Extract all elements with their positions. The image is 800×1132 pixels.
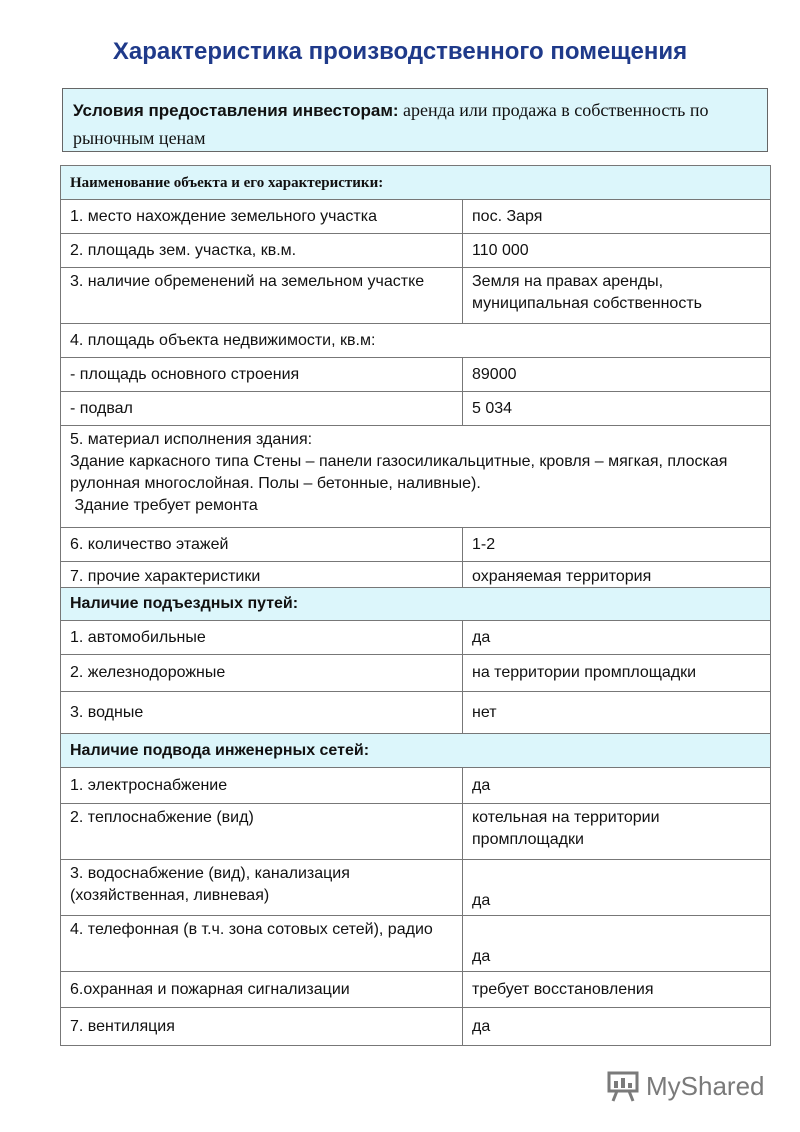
material-line: Здание требует ремонта	[70, 497, 258, 514]
row-label: 1. место нахождение земельного участка	[61, 200, 463, 234]
row-label: - площадь основного строения	[61, 358, 463, 392]
material-line: 5. материал исполнения здания:	[70, 431, 313, 448]
row-label: 3. водоснабжение (вид), канализация (хозяйственная, ливневая)	[61, 860, 463, 916]
row-value: 1-2	[463, 528, 771, 562]
row-value: 110 000	[463, 234, 771, 268]
table-row	[61, 860, 771, 916]
table-row	[61, 358, 771, 392]
table-row	[61, 234, 771, 268]
table-row	[61, 768, 771, 804]
row-value: Земля на правах аренды, муниципальная собственность	[463, 268, 771, 324]
table-row	[61, 392, 771, 426]
row-value: котельная на территории промплощадки	[463, 804, 771, 860]
table-row	[61, 1008, 771, 1046]
utilities-section-header: Наличие подвода инженерных сетей:	[61, 734, 771, 768]
presentation-board-icon	[606, 1069, 640, 1103]
row-label: 7. прочие характеристики	[61, 562, 463, 588]
row-label: 3. наличие обременений на земельном участке	[61, 268, 463, 324]
row-value: на территории промплощадки	[463, 655, 771, 692]
row-value: 89000	[463, 358, 771, 392]
row-label: 6.охранная и пожарная сигнализации	[61, 972, 463, 1008]
row-label	[61, 426, 771, 528]
roads-section-header: Наличие подъездных путей:	[61, 588, 771, 621]
row-label: 1. автомобильные	[61, 621, 463, 655]
row-value: да	[463, 916, 771, 972]
row-label: 1. электроснабжение	[61, 768, 463, 804]
object-section-header: Наименование объекта и его характеристики:	[61, 166, 771, 200]
row-value: да	[463, 768, 771, 804]
row-value: пос. Заря	[463, 200, 771, 234]
table-row	[61, 562, 771, 588]
table-row	[61, 621, 771, 655]
row-value: нет	[463, 692, 771, 734]
conditions-label: Условия предоставления инвесторам:	[73, 101, 399, 120]
row-label: 6. количество этажей	[61, 528, 463, 562]
row-label: 2. площадь зем. участка, кв.м.	[61, 234, 463, 268]
conditions-box	[62, 88, 768, 152]
table-row	[61, 916, 771, 972]
table-row	[61, 528, 771, 562]
row-value: требует восстановления	[463, 972, 771, 1008]
table-row	[61, 426, 771, 528]
table-row	[61, 972, 771, 1008]
row-label: 4. площадь объекта недвижимости, кв.м:	[61, 324, 771, 358]
table-row	[61, 655, 771, 692]
row-value: да	[463, 621, 771, 655]
table-row	[61, 804, 771, 860]
row-label: 7. вентиляция	[61, 1008, 463, 1046]
table-row	[61, 200, 771, 234]
table-row	[61, 692, 771, 734]
row-label: 3. водные	[61, 692, 463, 734]
row-value: 5 034	[463, 392, 771, 426]
table-section-header	[61, 734, 771, 768]
row-label: 4. телефонная (в т.ч. зона сотовых сетей), радио	[61, 916, 463, 972]
table-row	[61, 324, 771, 358]
myshared-logo	[606, 1068, 765, 1104]
row-label: 2. теплоснабжение (вид)	[61, 804, 463, 860]
conditions-value: аренда или продажа в собственность по рыночным ценам	[73, 100, 709, 148]
row-label: - подвал	[61, 392, 463, 426]
table-section-header	[61, 588, 771, 621]
row-value: да	[463, 860, 771, 916]
row-label: 2. железнодорожные	[61, 655, 463, 692]
material-line: Здание каркасного типа Стены – панели газосиликальцитные, кровля – мягкая, плоская рулонная многослойная. Полы – бетонные, наливные).	[70, 453, 728, 492]
characteristics-table	[60, 165, 771, 1046]
table-row	[61, 268, 771, 324]
watermark-text: MyShared	[646, 1070, 765, 1101]
page-title: Характеристика производственного помещения	[112, 38, 688, 65]
table-section-header	[61, 166, 771, 200]
row-value: да	[463, 1008, 771, 1046]
row-value: охраняемая территория	[463, 562, 771, 588]
